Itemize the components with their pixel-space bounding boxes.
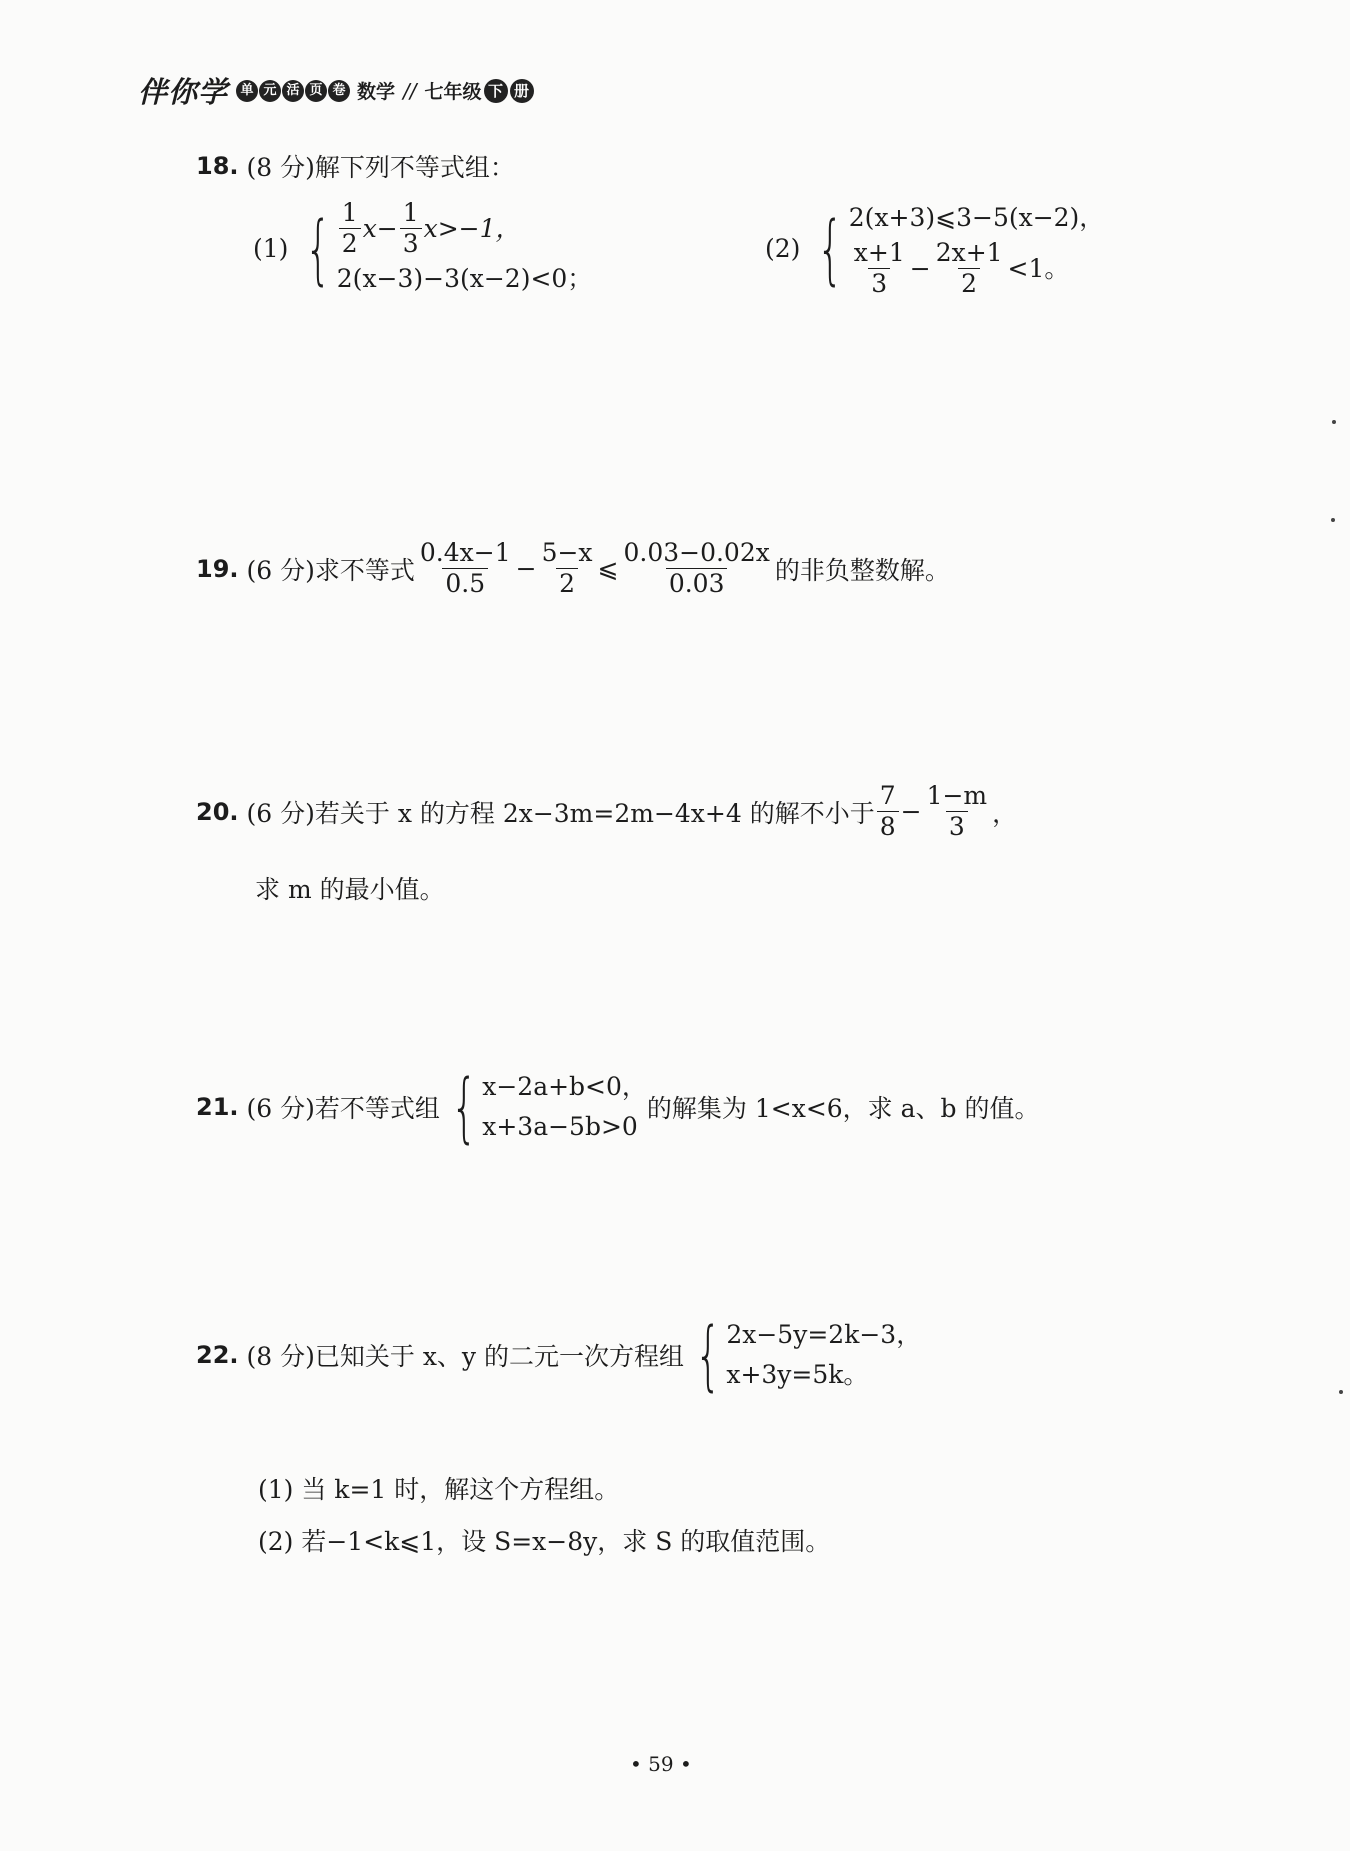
brace-icon: { [450, 1062, 478, 1151]
fraction: $\frac{x+1}{3}$ [853, 238, 905, 298]
series-badge-char: 页 [305, 80, 327, 102]
fraction: $\frac{1}{2}$ [339, 198, 361, 259]
question-tail: 的解集为 1<x<6，求 a、b 的值。 [646, 1094, 1040, 1123]
part-label: (2) [765, 234, 801, 263]
sub-question-text: (2) 若−1<k⩽1，设 S=x−8y，求 S 的取值范围。 [258, 1527, 831, 1556]
volume-badge: 下 [484, 79, 508, 103]
question-21 [196, 1062, 1040, 1151]
equation-system [684, 1310, 922, 1399]
scan-speck [1339, 1390, 1343, 1394]
question-text: 求 m 的最小值。 [255, 875, 445, 904]
q22-sub1 [258, 1470, 619, 1506]
brand-title: 伴你学 [138, 75, 229, 109]
system-row: $\frac{1}{2}$ x− $\frac{1}{3}$ x>−1， [337, 198, 593, 259]
question-number: 19. [196, 554, 239, 583]
question-number: 22. [196, 1341, 239, 1369]
system-row: $\frac{x+1}{3}$ − $\frac{2x+1}{2}$ <1。 [849, 238, 1105, 299]
system-row: 2(x+3)⩽3−5(x−2)， [848, 203, 1105, 232]
fraction: $\frac{0.03-0.02x}{0.03}$ [623, 538, 770, 598]
question-text: (8 分)解下列不等式组： [246, 153, 515, 182]
system-row: x−2a+b<0， [482, 1072, 647, 1101]
system-row: 2x−5y=2k−3， [726, 1320, 922, 1349]
sub-question-text: (1) 当 k=1 时，解这个方程组。 [258, 1475, 620, 1504]
fraction: $\frac{1-m}{3}$ [926, 781, 988, 841]
series-badge-char: 活 [282, 80, 304, 102]
scan-speck [1331, 518, 1335, 522]
question-18 [196, 148, 515, 184]
header-separator: // [403, 78, 417, 103]
fraction: $\frac{0.4x-1}{0.5}$ [419, 538, 511, 598]
question-text: (6 分)求不等式 [246, 555, 415, 585]
question-22 [196, 1310, 922, 1399]
page-header [138, 70, 534, 111]
grade-label: 七年级 [424, 81, 482, 103]
inequality-system [294, 198, 592, 299]
inequality-system [440, 1062, 647, 1151]
subject-label: 数学 [357, 81, 396, 103]
series-badge-char: 单 [236, 80, 258, 102]
question-tail: 的非负整数解。 [774, 555, 950, 585]
series-badge-char: 元 [259, 80, 281, 102]
question-19: 19. (6 分)求不等式 $\frac{0.4x-1}{0.5}$ − $\frac{5-x}{2}$ ⩽ $\frac{0.03-0.02x}{0.03}$ 的非负整数解。 [196, 538, 950, 598]
fraction: $\frac{5-x}{2}$ [541, 538, 593, 598]
q18-part1 [253, 198, 592, 299]
page-number: • 59 • [630, 1752, 692, 1776]
fraction: $\frac{2x+1}{2}$ [935, 238, 1003, 298]
fraction: $\frac{7}{8}$ [877, 781, 899, 842]
question-20-line2 [255, 870, 445, 906]
question-20: 20. (6 分)若关于 x 的方程 2x−3m=2m−4x+4 的解不小于 $\frac{7}{8}$ − $\frac{1-m}{3}$ ， [196, 781, 1018, 841]
brace-icon: { [305, 203, 332, 293]
question-number: 21. [196, 1093, 239, 1121]
series-badge [236, 80, 351, 102]
question-number: 20. [196, 797, 239, 826]
q22-sub2 [258, 1522, 830, 1558]
series-badge-char: 卷 [328, 80, 350, 102]
question-text: (6 分)若不等式组 [246, 1094, 440, 1123]
inequality-system [806, 198, 1104, 299]
system-row: 2(x−3)−3(x−2)<0； [336, 264, 593, 293]
question-text: (6 分)若关于 x 的方程 2x−3m=2m−4x+4 的解不小于 [246, 798, 875, 828]
q18-part2 [765, 198, 1104, 299]
system-row: x+3y=5k。 [726, 1360, 869, 1389]
brace-icon: { [694, 1310, 722, 1399]
scan-speck [1332, 420, 1336, 424]
question-text: (8 分)已知关于 x、y 的二元一次方程组 [246, 1342, 684, 1371]
system-row: x+3a−5b>0 [482, 1112, 638, 1141]
book-badge: 册 [510, 79, 534, 103]
brace-icon: { [817, 203, 844, 293]
question-number: 18. [196, 152, 239, 180]
part-label: (1) [253, 234, 289, 263]
fraction: $\frac{1}{3}$ [400, 198, 422, 259]
